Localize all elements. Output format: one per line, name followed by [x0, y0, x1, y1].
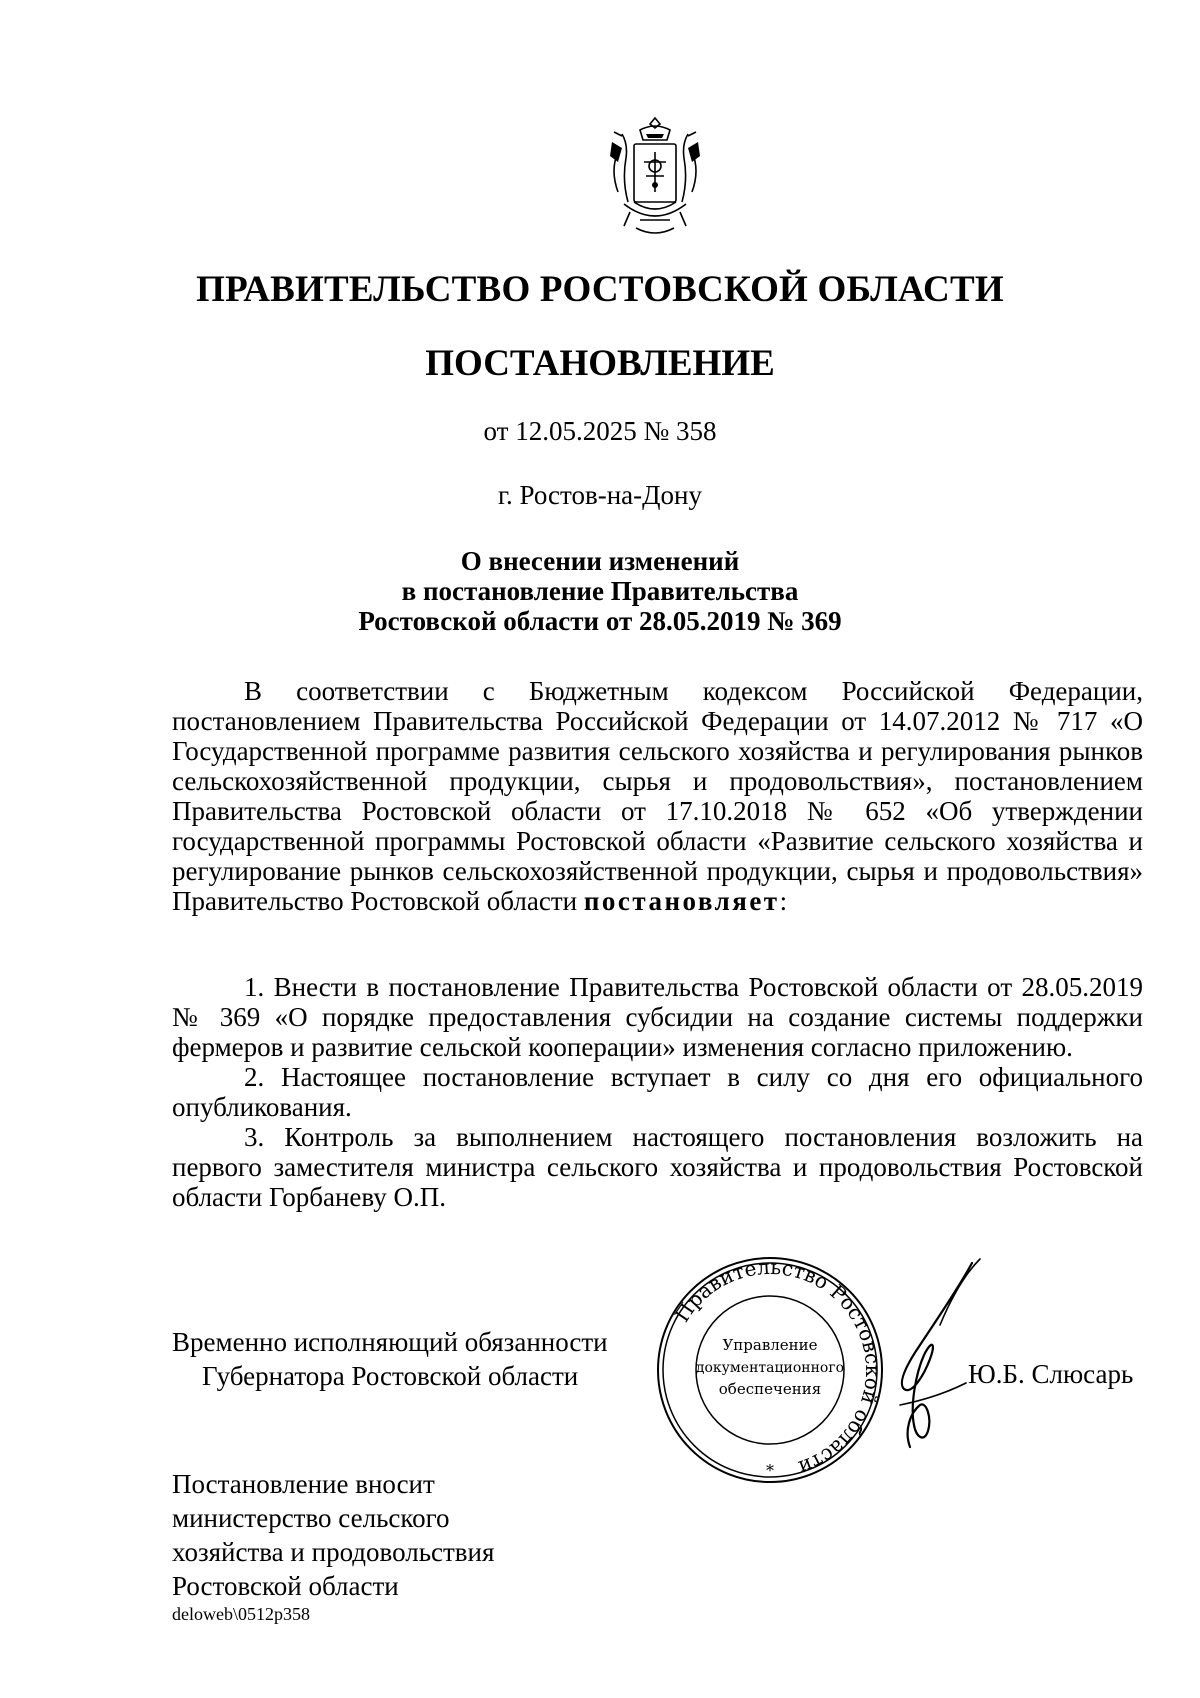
- introduced-line: Постановление вносит: [172, 1469, 435, 1499]
- document-reference: deloweb\0512p358: [172, 1604, 310, 1624]
- subject-line: О внесении изменений: [460, 546, 740, 576]
- subject-line: в постановление Правительства: [401, 576, 799, 606]
- preamble-verb: постановляет: [583, 886, 780, 916]
- decree-item: 1. Внести в постановление Правительства Ростовской области от 28.05.2019 № 369 «О порядке предоставления субсидии на создание системы поддержки фермеров и развитие сельской кооперации» изменения согласно приложению.: [172, 972, 1143, 1062]
- introduced-line: Ростовской области: [172, 1571, 399, 1601]
- seal-ring-text: Правительство Ростовской области: [669, 1254, 886, 1481]
- document-subject: [0, 546, 1200, 636]
- position-line: Губернатора Ростовской области: [202, 1361, 579, 1391]
- official-seal-icon: [650, 1250, 890, 1490]
- preamble-text: В соответствии с Бюджетным кодексом Российской Федерации, постановлением Правительства Российской Федерации от 14.07.2012 № 717 «О Государственной программе развития сельского хозяйства и регулирования рынков сельскохозяйственной продукции, сырья и продовольствия», постановлением Правительства Ростовской области от 17.10.2018 № 652 «Об утверждении государственной программы Ростовской области «Развитие сельского хозяйства и регулирование рынков сельскохозяйственной продукции, сырья и продовольствия» Правительство Ростовской области: [172, 676, 1143, 916]
- decree-items: [172, 972, 1143, 1212]
- seal-star: *: [766, 1461, 774, 1480]
- decree-item: 3. Контроль за выполнением настоящего постановления возложить на первого заместителя министра сельского хозяйства и продовольствия Ростовской области Горбаневу О.П.: [172, 1122, 1143, 1212]
- introduced-by: [172, 1467, 494, 1603]
- government-title: ПРАВИТЕЛЬСТВО РОСТОВСКОЙ ОБЛАСТИ: [196, 269, 1004, 310]
- document-number: от 12.05.2025 № 358: [483, 416, 717, 446]
- seal-inner-line: Управление: [722, 1336, 818, 1354]
- preamble-end: :: [779, 886, 788, 916]
- seal-inner-line: документационного: [695, 1360, 845, 1376]
- position-line: Временно исполняющий обязанности: [172, 1327, 608, 1357]
- signatory-position: [172, 1325, 608, 1393]
- preamble-paragraph: [172, 676, 1143, 916]
- signatory-name: Ю.Б. Слюсарь: [968, 1359, 1134, 1389]
- document-type: ПОСТАНОВЛЕНИЕ: [425, 343, 775, 384]
- introduced-line: хозяйства и продовольствия: [172, 1537, 495, 1567]
- handwritten-signature: [880, 1255, 990, 1455]
- introduced-line: министерство сельского: [172, 1503, 450, 1533]
- decree-item: 2. Настоящее постановление вступает в силу со дня его официального опубликования.: [172, 1062, 1143, 1122]
- document-city: г. Ростов-на-Дону: [497, 480, 702, 510]
- seal-inner-line: обеспечения: [718, 1380, 822, 1398]
- subject-line: Ростовской области от 28.05.2019 № 369: [358, 606, 842, 636]
- coat-of-arms-icon: [600, 112, 710, 242]
